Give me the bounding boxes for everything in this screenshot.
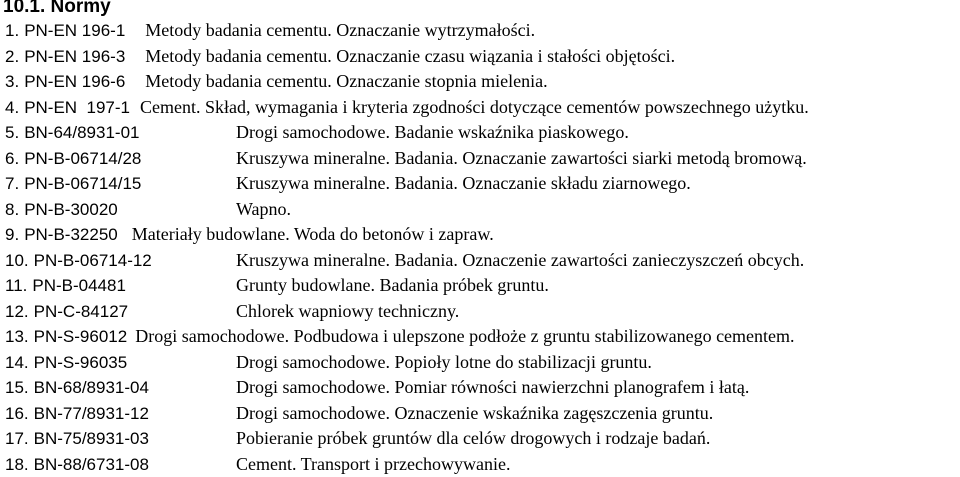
norm-title: Cement. Transport i przechowywanie. <box>236 452 510 477</box>
item-number: 5. <box>5 120 19 146</box>
norm-title: Kruszywa mineralne. Badania. Oznaczanie składu ziarnowego. <box>236 171 691 197</box>
norm-title: Drogi samochodowe. Podbudowa i ulepszone podłoże z gruntu stabilizowanego cementem. <box>135 324 794 350</box>
norm-code: PN-B-32250 <box>24 222 118 248</box>
list-item <box>5 120 809 146</box>
item-number: 6. <box>5 146 19 172</box>
item-number: 4. <box>5 95 19 121</box>
list-item <box>5 222 809 248</box>
list-item <box>5 95 809 121</box>
norm-title: Materiały budowlane. Woda do betonów i zapraw. <box>132 222 494 248</box>
list-item <box>5 426 809 452</box>
list-item <box>5 146 809 172</box>
norm-code: PN-EN 196-6 <box>24 69 125 95</box>
norm-title: Drogi samochodowe. Badanie wskaźnika piaskowego. <box>236 120 629 146</box>
norm-code: PN-B-06714/28 <box>24 146 141 172</box>
item-number: 2. <box>5 44 19 70</box>
section-heading <box>3 0 111 18</box>
section-title: Normy <box>51 0 111 17</box>
section-number: 10.1. <box>3 0 45 17</box>
list-item <box>5 299 809 325</box>
norm-code: PN-B-04481 <box>32 273 126 299</box>
list-item <box>5 324 809 350</box>
norm-code: BN-88/6731-08 <box>34 452 149 477</box>
list-item <box>5 452 809 477</box>
norm-title: Kruszywa mineralne. Badania. Oznaczanie zawartości siarki metodą bromową. <box>236 146 807 172</box>
list-item <box>5 350 809 376</box>
item-number: 11. <box>5 273 27 299</box>
norms-list <box>5 18 809 477</box>
norm-code: PN-S-96035 <box>34 350 128 376</box>
norm-title: Wapno. <box>236 197 291 223</box>
list-item <box>5 18 809 44</box>
norm-title: Metody badania cementu. Oznaczanie stopnia mielenia. <box>145 69 547 95</box>
list-item <box>5 248 809 274</box>
norm-code: BN-77/8931-12 <box>34 401 149 427</box>
item-number: 16. <box>5 401 29 427</box>
item-number: 1. <box>5 18 19 44</box>
list-item <box>5 197 809 223</box>
norm-code: BN-64/8931-01 <box>24 120 139 146</box>
norm-code: PN-B-06714/15 <box>24 171 141 197</box>
item-number: 18. <box>5 452 29 477</box>
norm-code: PN-C-84127 <box>34 299 129 325</box>
item-number: 3. <box>5 69 19 95</box>
list-item <box>5 401 809 427</box>
norm-title: Pobieranie próbek gruntów dla celów drogowych i rodzaje badań. <box>236 426 710 452</box>
norm-title: Drogi samochodowe. Pomiar równości nawierzchni planografem i łatą. <box>236 375 749 401</box>
list-item <box>5 44 809 70</box>
item-number: 10. <box>5 248 29 274</box>
norm-code: PN-EN 197-1 <box>24 95 130 121</box>
norm-title: Metody badania cementu. Oznaczanie czasu wiązania i stałości objętości. <box>145 44 675 70</box>
norm-title: Cement. Skład, wymagania i kryteria zgodności dotyczące cementów powszechnego użytku. <box>140 95 809 121</box>
norm-title: Chlorek wapniowy techniczny. <box>236 299 459 325</box>
list-item <box>5 375 809 401</box>
item-number: 14. <box>5 350 29 376</box>
norm-code: BN-75/8931-03 <box>34 426 149 452</box>
norm-title: Drogi samochodowe. Oznaczenie wskaźnika zagęszczenia gruntu. <box>236 401 713 427</box>
norm-code: PN-EN 196-1 <box>24 18 125 44</box>
list-item <box>5 273 809 299</box>
item-number: 7. <box>5 171 19 197</box>
item-number: 15. <box>5 375 29 401</box>
norm-title: Kruszywa mineralne. Badania. Oznaczenie zawartości zanieczyszczeń obcych. <box>236 248 804 274</box>
item-number: 12. <box>5 299 29 325</box>
norm-title: Grunty budowlane. Badania próbek gruntu. <box>236 273 549 299</box>
norm-code: PN-B-30020 <box>24 197 118 223</box>
norm-title: Metody badania cementu. Oznaczanie wytrzymałości. <box>145 18 535 44</box>
norm-code: PN-EN 196-3 <box>24 44 125 70</box>
item-number: 17. <box>5 426 29 452</box>
norm-code: PN-B-06714-12 <box>34 248 152 274</box>
item-number: 9. <box>5 222 19 248</box>
item-number: 13. <box>5 324 29 350</box>
list-item <box>5 171 809 197</box>
norm-code: PN-S-96012 <box>34 324 128 350</box>
item-number: 8. <box>5 197 19 223</box>
norm-title: Drogi samochodowe. Popioły lotne do stabilizacji gruntu. <box>236 350 652 376</box>
list-item <box>5 69 809 95</box>
norm-code: BN-68/8931-04 <box>34 375 149 401</box>
